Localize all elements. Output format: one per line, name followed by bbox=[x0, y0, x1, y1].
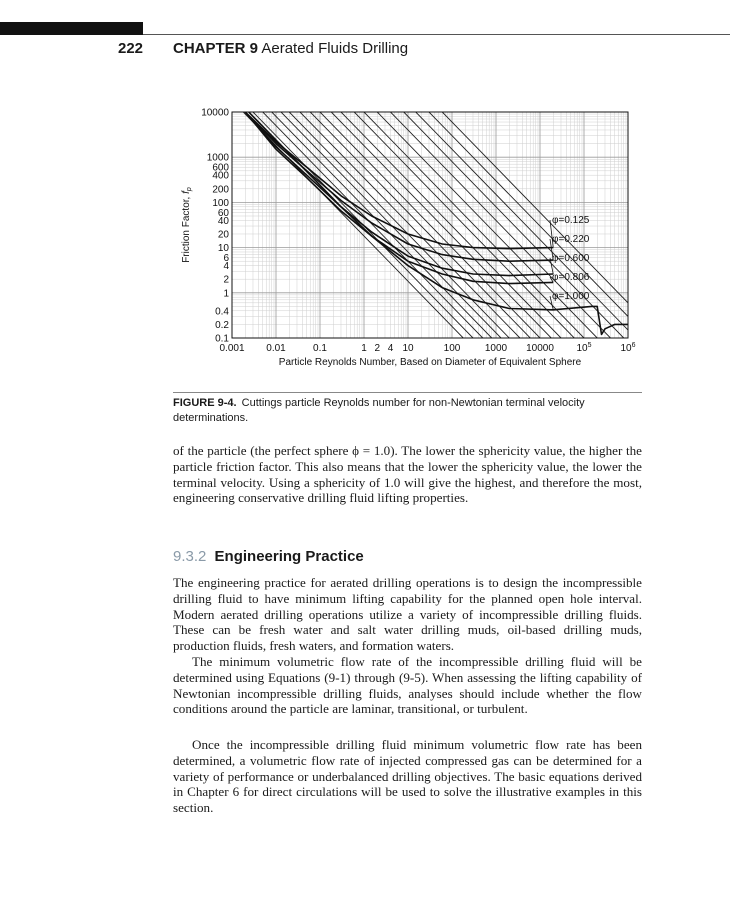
section-heading bbox=[173, 548, 364, 565]
diagonal-line bbox=[354, 112, 574, 338]
y-tick-label: 10000 bbox=[201, 107, 229, 119]
y-tick-label: 600 bbox=[212, 162, 229, 174]
paragraph-3: The minimum volumetric flow rate of the incompressible drilling fluid will be determined using Equations (9-1) through (9-5). When assessing the lifting capability of Newtonian incompressible drilling fluids, analyses should include whether the flow conditions around the particle are laminar, transitional, or turbulent. bbox=[173, 654, 642, 717]
figure-caption bbox=[173, 396, 643, 426]
section-number: 9.3.2 bbox=[173, 548, 207, 565]
x-tick-label: 4 bbox=[387, 343, 394, 354]
x-tick-label: 10 bbox=[402, 343, 414, 354]
paragraph-4: Once the incompressible drilling fluid minimum volumetric flow rate has been determined, a volumetric flow rate of injected compressed gas can be determined for a variety of performance or underbalanced drilling objectives. The basic equations derived in Chapter 6 for direct circulations will be used to solve the illustrative examples in this section. bbox=[173, 737, 642, 816]
y-tick-label: 100 bbox=[212, 197, 229, 209]
y-tick-label: 40 bbox=[217, 215, 229, 227]
y-tick-label: 6 bbox=[223, 253, 229, 265]
y-tick-label: 20 bbox=[217, 229, 229, 241]
y-tick-label: 0.2 bbox=[215, 319, 229, 331]
curve-label: φ=0.125 bbox=[552, 215, 590, 226]
y-tick-labels bbox=[201, 108, 229, 345]
header-rule bbox=[143, 34, 730, 35]
y-tick-label: 1 bbox=[223, 288, 229, 300]
y-tick-label: 0.4 bbox=[215, 306, 229, 318]
curve-label: φ=0.806 bbox=[552, 272, 590, 283]
x-tick-label: 0.01 bbox=[266, 343, 286, 354]
x-tick-label: 2 bbox=[374, 343, 381, 354]
y-tick-label: 10 bbox=[217, 243, 229, 255]
y-tick-label: 60 bbox=[217, 207, 229, 219]
x-tick-label: $10^6$ bbox=[620, 342, 636, 354]
caption-label: FIGURE 9-4. bbox=[173, 397, 237, 409]
chapter-label: CHAPTER 9 bbox=[173, 40, 259, 57]
y-tick-label: 4 bbox=[223, 261, 229, 273]
caption-text: Cuttings particle Reynolds number for non-Newtonian terminal velocity determinations. bbox=[173, 397, 585, 424]
running-head bbox=[173, 40, 408, 57]
diagonal-line bbox=[310, 112, 530, 338]
chapter-title: Aerated Fluids Drilling bbox=[261, 40, 409, 57]
y-tick-label: 1000 bbox=[206, 152, 229, 164]
x-tick-label: 100 bbox=[443, 343, 461, 354]
curve-label: φ=0.220 bbox=[552, 234, 590, 245]
y-tick-label: 2 bbox=[223, 274, 229, 286]
friction-factor-chart bbox=[170, 100, 645, 370]
paragraph-1: of the particle (the perfect sphere ϕ = 1.0). The lower the sphericity value, the higher the particle friction factor. This also means that the lower the sphericity value, the lower the terminal velocity. Using a sphericity of 1.0 will give the highest, and therefore the most, engineering conservative drilling fluid lifting properties. bbox=[173, 443, 642, 506]
y-tick-label: 0.1 bbox=[215, 333, 229, 345]
section-title: Engineering Practice bbox=[214, 548, 364, 565]
y-axis-title: Friction Factor, $f_p$ bbox=[181, 187, 193, 263]
y-tick-label: 400 bbox=[212, 170, 229, 182]
diagonal-line bbox=[404, 112, 624, 338]
curve-label: φ=1.000 bbox=[552, 291, 590, 302]
x-tick-label: 10000 bbox=[526, 343, 554, 354]
curve-label: φ=0.600 bbox=[552, 253, 590, 264]
diagonal-line bbox=[416, 112, 636, 338]
diagonal-line bbox=[429, 112, 645, 338]
diagonal-line bbox=[289, 112, 509, 338]
x-axis-title: Particle Reynolds Number, Based on Diameter of Equivalent Sphere bbox=[278, 357, 582, 368]
header-bar bbox=[0, 22, 143, 35]
x-tick-label: $10^5$ bbox=[576, 342, 592, 354]
caption-rule bbox=[173, 392, 642, 393]
y-tick-label: 200 bbox=[212, 184, 229, 196]
page-number: 222 bbox=[118, 40, 144, 57]
x-tick-label: 0.1 bbox=[313, 343, 327, 354]
x-tick-label: 0.001 bbox=[219, 343, 245, 354]
diagonal-line bbox=[272, 112, 492, 338]
x-tick-labels bbox=[219, 342, 635, 354]
x-tick-label: 1 bbox=[361, 343, 367, 354]
diagonal-line bbox=[364, 112, 584, 338]
paragraph-2: The engineering practice for aerated drilling operations is to design the incompressible drilling fluid to have minimum lifting capability for the planned open hole interval. Modern aerated drilling operations utilize a variety of incompressible drilling fluids. These can be fresh water and salt water drilling muds, oil-based drilling muds, production fluids, fresh waters, and formation waters. bbox=[173, 575, 642, 654]
x-tick-label: 1000 bbox=[484, 343, 508, 354]
